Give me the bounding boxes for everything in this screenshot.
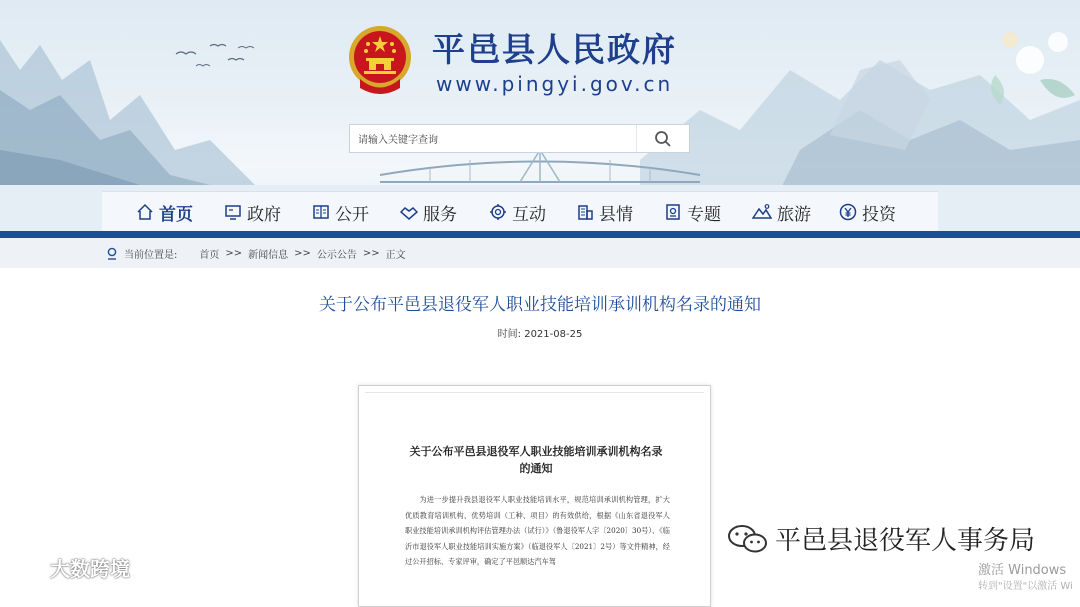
breadcrumb-separator: >> [294, 248, 311, 259]
nav-label: 县情 [599, 204, 633, 225]
nav-item-county-info[interactable] [576, 192, 633, 232]
search-box [349, 124, 690, 153]
breadcrumb-current: 正文 [385, 250, 406, 261]
yen-icon [839, 203, 857, 221]
document-body: 为进一步提升我县退役军人职业技能培训水平，规范培训承训机构管理，扩大优质教育培训机构、优势培训（工种、项目）的有效供给，根据《山东省退役军人职业技能培训承训机构评估管理办法（试行）》（鲁退役军人字〔2020〕30号）、《临沂市退役军人职业技能培训实施方案》（临退役军人〔2021〕2号）等文件精神，经过公开招标、专家评审，确定了平邑顺达汽车驾 [405, 495, 670, 566]
building-icon [576, 203, 594, 221]
nav-label: 旅游 [777, 204, 811, 225]
nav-item-interact[interactable] [489, 192, 546, 232]
watermark-logo-icon [6, 556, 46, 580]
activate-windows-hint: 转到"设置"以激活 Wi [978, 581, 1073, 592]
site-header [0, 0, 1080, 238]
nav-item-tourism[interactable] [752, 192, 811, 232]
main-nav [102, 191, 938, 232]
nav-item-government[interactable] [224, 192, 281, 232]
mountain-icon [752, 203, 772, 221]
search-button[interactable] [636, 125, 689, 152]
nav-label: 政府 [247, 204, 281, 225]
breadcrumb-separator: >> [225, 248, 243, 259]
nav-label: 专题 [687, 204, 721, 225]
nav-label: 投资 [862, 204, 896, 225]
breadcrumb-prefix: 当前位置是: [124, 250, 178, 261]
site-url[interactable]: www.pingyi.gov.cn [436, 72, 674, 96]
wechat-account-watermark [727, 520, 1035, 557]
site-title[interactable]: 平邑县人民政府 [432, 30, 677, 69]
book-icon [312, 203, 330, 221]
document-divider [365, 392, 704, 393]
nav-item-home[interactable] [136, 192, 193, 232]
nav-label: 首页 [159, 204, 193, 225]
breadcrumb-separator: >> [362, 248, 380, 259]
document-image [358, 385, 711, 607]
watermark-text: 大数跨境 [50, 557, 130, 581]
home-icon [136, 203, 154, 221]
document-title: 关于公布平邑县退役军人职业技能培训承训机构名录的通知 [409, 445, 663, 475]
location-pin-icon [106, 247, 118, 260]
wechat-account-name: 平邑县退役军人事务局 [775, 526, 1036, 556]
source-watermark [6, 553, 130, 582]
nav-label: 公开 [335, 204, 369, 225]
handshake-icon [400, 203, 418, 221]
article-date: 时间: 2021-08-25 [497, 329, 583, 340]
chat-icon [489, 203, 507, 221]
nav-item-service[interactable] [400, 192, 457, 232]
national-emblem-icon [346, 24, 414, 94]
breadcrumb-announcements[interactable]: 公示公告 [316, 250, 357, 261]
nav-item-public[interactable] [312, 192, 369, 232]
breadcrumb-home[interactable]: 首页 [199, 250, 220, 261]
nav-underline [0, 231, 1080, 238]
article-title: 关于公布平邑县退役军人职业技能培训承训机构名录的通知 [319, 295, 761, 315]
nav-label: 互动 [512, 204, 546, 225]
nav-label: 服务 [423, 204, 457, 225]
search-input[interactable] [356, 129, 640, 151]
search-icon [654, 130, 672, 148]
breadcrumb-news[interactable]: 新闻信息 [248, 250, 289, 261]
notebook-icon [664, 203, 682, 221]
activate-windows-notice: 激活 Windows [978, 563, 1067, 578]
breadcrumb [0, 238, 1080, 268]
nav-item-investment[interactable] [839, 192, 896, 232]
wechat-icon [727, 524, 769, 554]
nav-item-topics[interactable] [664, 192, 721, 232]
monitor-icon [224, 203, 242, 221]
